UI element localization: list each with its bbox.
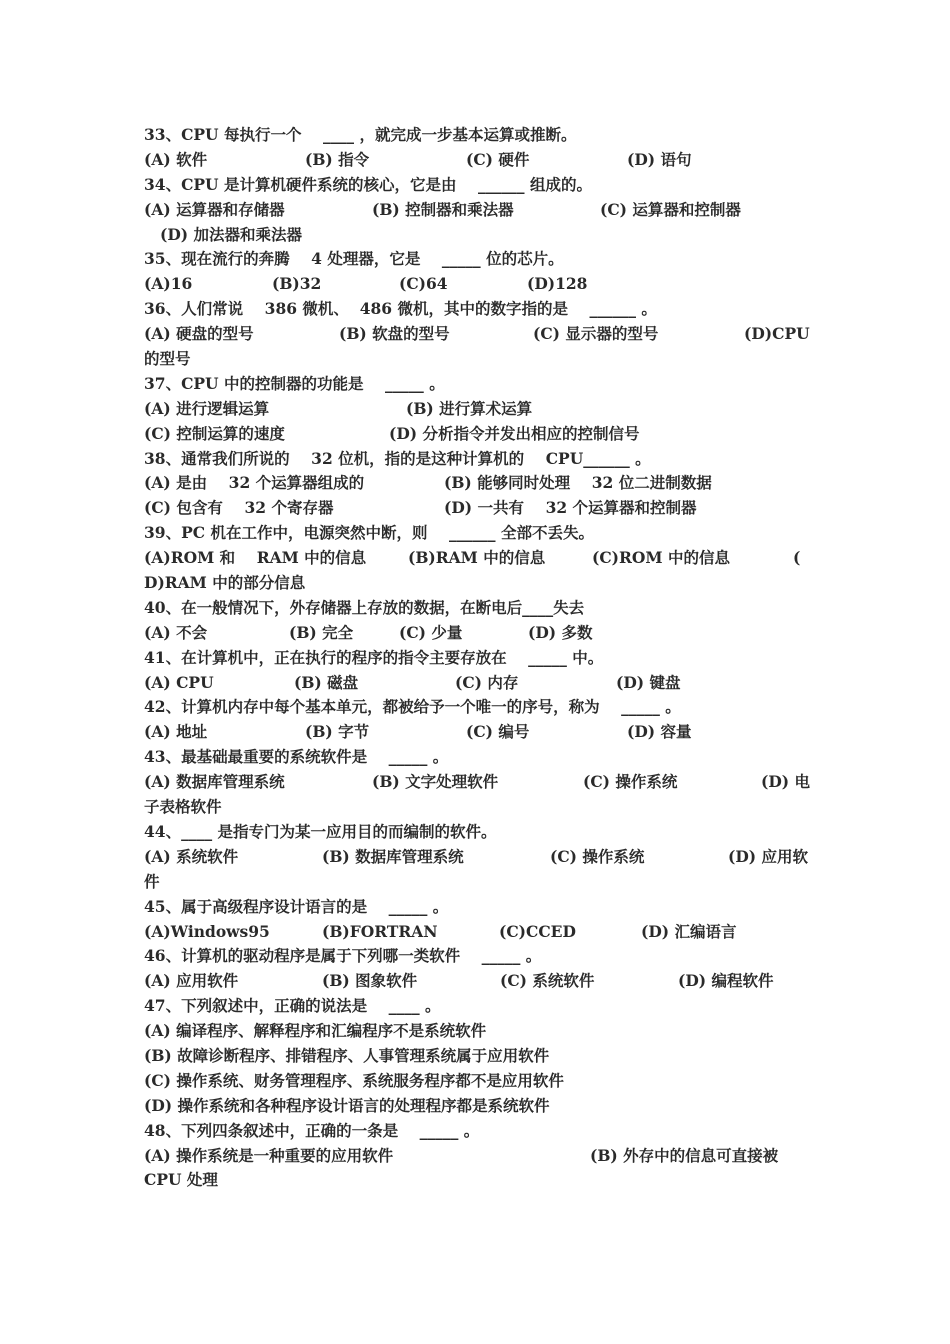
options-line <box>144 397 812 422</box>
option-text: (D) 语句 <box>627 149 692 169</box>
option-text: CPU 处理 <box>144 1170 218 1190</box>
option-text: (B)RAM 中的信息 <box>408 548 546 568</box>
option-text: (D) 编程软件 <box>678 971 774 991</box>
option-text: (A) 地址 <box>144 722 208 742</box>
question-line <box>144 521 812 546</box>
option-text: (D) 操作系统和各种程序设计语言的处理程序都是系统软件 <box>144 1095 550 1115</box>
option-text: (C) 操作系统、财务管理程序、系统服务程序都不是应用软件 <box>144 1070 564 1090</box>
question-text: 40、在一般情况下，外存储器上存放的数据，在断电后____失去 <box>144 597 585 617</box>
option-text: (D) 容量 <box>627 722 692 742</box>
option-text: (C) 硬件 <box>466 149 530 169</box>
options-line <box>144 223 812 248</box>
options-line <box>144 621 812 646</box>
option-text: (D)CPU <box>744 324 810 344</box>
option-text: (A) 数据库管理系统 <box>144 772 285 792</box>
option-text: (D) 一共有 32 个运算器和控制器 <box>444 498 697 518</box>
option-text: (B) 进行算术运算 <box>406 398 533 418</box>
options-line <box>144 1168 812 1193</box>
option-text: (C) 运算器和控制器 <box>600 199 741 219</box>
option-text: (D) 汇编语言 <box>641 921 737 941</box>
option-text: (D) 键盘 <box>616 672 681 692</box>
exam-questions <box>144 123 812 1193</box>
options-line <box>144 671 812 696</box>
options-line <box>144 571 812 596</box>
options-line <box>144 770 812 795</box>
question-text: 47、下列叙述中，正确的说法是 ____ 。 <box>144 996 441 1016</box>
options-line <box>144 496 812 521</box>
question-line <box>144 123 812 148</box>
question-text: 37、CPU 中的控制器的功能是 _____ 。 <box>144 373 445 393</box>
options-line <box>144 422 812 447</box>
question-text: 39、PC 机在工作中，电源突然中断，则 ______ 全部不丢失。 <box>144 523 594 543</box>
question-text: 45、属于高级程序设计语言的是 _____ 。 <box>144 896 449 916</box>
option-text: (D) 应用软 <box>728 846 809 866</box>
question-line <box>144 944 812 969</box>
option-text: (A)16 <box>144 274 193 294</box>
question-line <box>144 247 812 272</box>
option-text: (B) 字节 <box>305 722 370 742</box>
option-text: (A) 不会 <box>144 622 208 642</box>
question-text: 42、计算机内存中每个基本单元，都被给予一个唯一的序号，称为 _____ 。 <box>144 697 681 717</box>
question-line <box>144 895 812 920</box>
options-line <box>144 969 812 994</box>
option-text: (C) 系统软件 <box>500 971 595 991</box>
options-line <box>144 322 812 347</box>
option-text: (B) 数据库管理系统 <box>322 846 464 866</box>
question-line <box>144 372 812 397</box>
option-text: (D) 加法器和乘法器 <box>160 224 303 244</box>
option-text: (B) 外存中的信息可直接被 <box>590 1145 779 1165</box>
question-text: 38、通常我们所说的 32 位机，指的是这种计算机的 CPU______ 。 <box>144 448 651 468</box>
option-text: (C) 显示器的型号 <box>533 324 659 344</box>
option-text: (C) 编号 <box>466 722 530 742</box>
option-text: (C)ROM 中的信息 <box>592 548 730 568</box>
options-line <box>144 471 812 496</box>
question-line <box>144 1119 812 1144</box>
option-text: (B)FORTRAN <box>322 921 438 941</box>
question-line <box>144 695 812 720</box>
option-text: (B) 软盘的型号 <box>339 324 450 344</box>
question-line <box>144 297 812 322</box>
question-line <box>144 745 812 770</box>
option-text: (B) 磁盘 <box>294 672 359 692</box>
question-text: 43、最基础最重要的系统软件是 _____ 。 <box>144 747 449 767</box>
option-text: (D)128 <box>527 274 588 294</box>
question-text: 36、人们常说 386 微机、 486 微机，其中的数字指的是 ______ 。 <box>144 299 657 319</box>
option-text: (A) 硬盘的型号 <box>144 324 254 344</box>
option-text: (B) 指令 <box>305 149 370 169</box>
option-text: (A) CPU <box>144 672 214 692</box>
options-line <box>144 347 812 372</box>
question-line <box>144 596 812 621</box>
option-text: (C) 控制运算的速度 <box>144 423 285 443</box>
option-text: (D) 多数 <box>528 622 593 642</box>
option-text: (A) 应用软件 <box>144 971 239 991</box>
question-line <box>144 646 812 671</box>
option-text: (C) 少量 <box>399 622 463 642</box>
option-text: (C)CCED <box>499 921 576 941</box>
question-line <box>144 820 812 845</box>
option-text: (A) 系统软件 <box>144 846 239 866</box>
option-text: 子表格软件 <box>144 797 222 817</box>
options-line <box>144 720 812 745</box>
question-text: 33、CPU 每执行一个 ____ ，就完成一步基本运算或推断。 <box>144 125 577 144</box>
option-text: (C) 操作系统 <box>550 846 645 866</box>
options-line <box>144 1094 812 1119</box>
option-text: (D) 电 <box>761 772 811 792</box>
option-text: (A) 是由 32 个运算器组成的 <box>144 473 365 493</box>
options-line <box>144 198 812 223</box>
question-line <box>144 447 812 472</box>
options-line <box>144 272 812 297</box>
options-line <box>144 845 812 870</box>
question-text: 34、CPU 是计算机硬件系统的核心，它是由 ______ 组成的。 <box>144 174 592 194</box>
option-text: (A) 软件 <box>144 149 208 169</box>
option-text: (C) 操作系统 <box>583 772 678 792</box>
option-text: ( <box>793 548 801 568</box>
option-text: (D) 分析指令并发出相应的控制信号 <box>389 423 640 443</box>
options-line <box>144 870 812 895</box>
option-text: (B) 文字处理软件 <box>372 772 499 792</box>
option-text: (A) 进行逻辑运算 <box>144 398 270 418</box>
option-text: (B)32 <box>272 274 322 294</box>
options-line <box>144 546 812 571</box>
option-text: (A)ROM 和 RAM 中的信息 <box>144 548 367 568</box>
option-text: (A) 编译程序、解释程序和汇编程序不是系统软件 <box>144 1021 487 1041</box>
question-line <box>144 994 812 1019</box>
option-text: (B) 控制器和乘法器 <box>372 199 514 219</box>
option-text: (B) 能够同时处理 32 位二进制数据 <box>444 473 712 493</box>
option-text: (A) 运算器和存储器 <box>144 199 285 219</box>
option-text: 的型号 <box>144 349 191 369</box>
question-text: 35、现在流行的奔腾 4 处理器，它是 _____ 位的芯片。 <box>144 249 564 269</box>
options-line <box>144 148 812 173</box>
options-line <box>144 920 812 945</box>
option-text: (C) 内存 <box>455 672 519 692</box>
option-text: D)RAM 中的部分信息 <box>144 573 306 593</box>
option-text: 件 <box>144 871 160 891</box>
question-text: 46、计算机的驱动程序是属于下列哪一类软件 _____ 。 <box>144 946 542 966</box>
option-text: (C) 包含有 32 个寄存器 <box>144 498 334 518</box>
question-text: 41、在计算机中，正在执行的程序的指令主要存放在 _____ 中。 <box>144 647 604 667</box>
options-line <box>144 1069 812 1094</box>
option-text: (A) 操作系统是一种重要的应用软件 <box>144 1145 394 1165</box>
question-line <box>144 173 812 198</box>
option-text: (B) 图象软件 <box>322 971 418 991</box>
options-line <box>144 1144 812 1169</box>
option-text: (A)Windows95 <box>144 921 270 941</box>
question-text: 48、下列四条叙述中，正确的一条是 _____ 。 <box>144 1120 480 1140</box>
option-text: (B) 故障诊断程序、排错程序、人事管理系统属于应用软件 <box>144 1045 550 1065</box>
option-text: (B) 完全 <box>289 622 354 642</box>
options-line <box>144 795 812 820</box>
option-text: (C)64 <box>399 274 448 294</box>
question-text: 44、____ 是指专门为某一应用目的而编制的软件。 <box>144 821 497 841</box>
options-line <box>144 1019 812 1044</box>
options-line <box>144 1044 812 1069</box>
